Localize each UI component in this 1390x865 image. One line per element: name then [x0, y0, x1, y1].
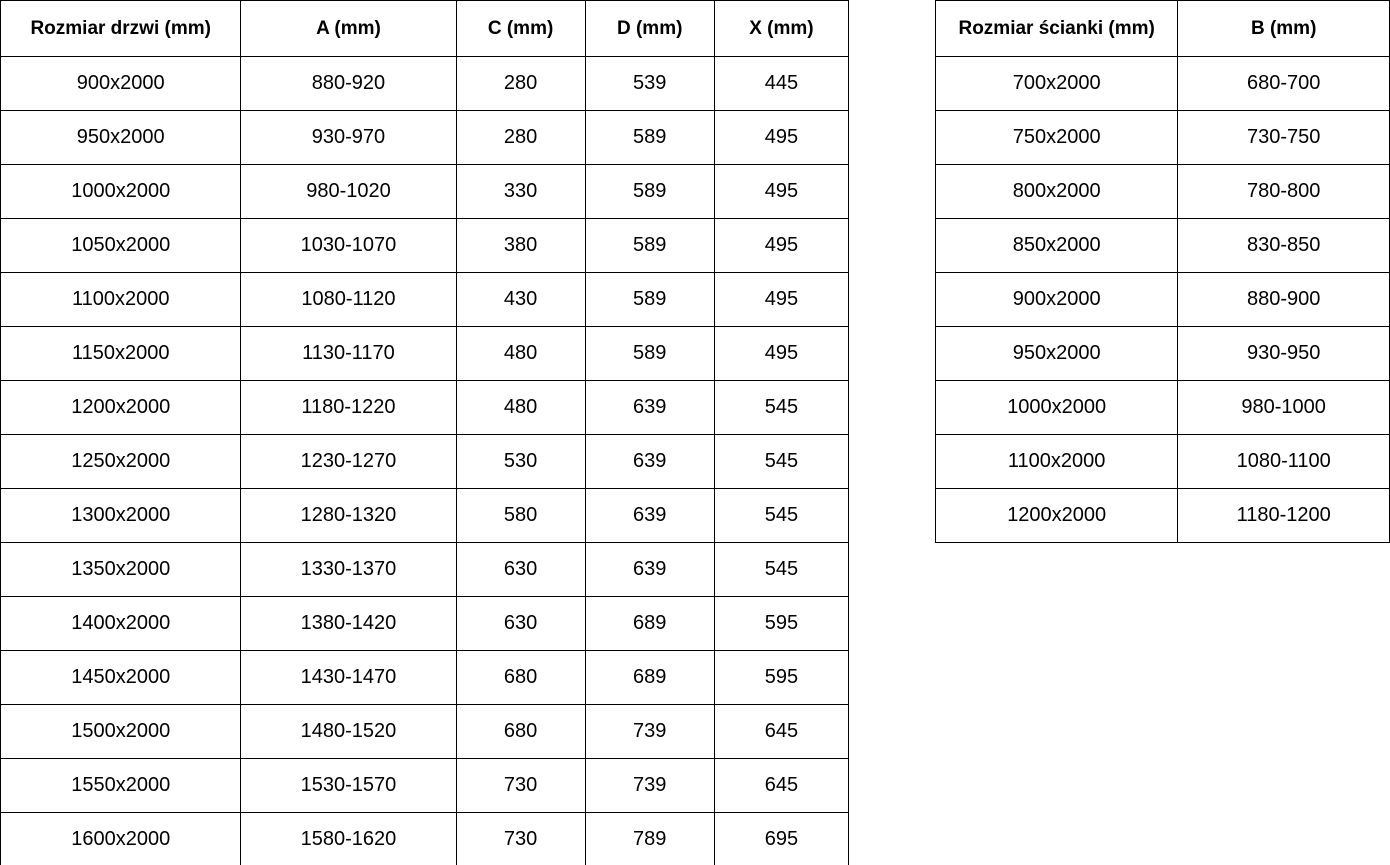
table-row: [936, 489, 1390, 543]
table-cell: 850x2000: [936, 219, 1178, 273]
table-row: [936, 57, 1390, 111]
table-cell: 639: [585, 435, 714, 489]
table-cell: 1180-1220: [241, 381, 456, 435]
table-cell: 1500x2000: [1, 705, 241, 759]
table-cell: 1050x2000: [1, 219, 241, 273]
table-cell: 1200x2000: [1, 381, 241, 435]
table-cell: 530: [456, 435, 585, 489]
table-cell: 589: [585, 165, 714, 219]
table-cell: 880-920: [241, 57, 456, 111]
table-cell: 580: [456, 489, 585, 543]
header-cell: Rozmiar ścianki (mm): [936, 1, 1178, 57]
table-cell: 1180-1200: [1178, 489, 1390, 543]
table-cell: 480: [456, 381, 585, 435]
table-cell: 495: [714, 273, 848, 327]
table-cell: 1200x2000: [936, 489, 1178, 543]
table-cell: 1080-1100: [1178, 435, 1390, 489]
table-cell: 545: [714, 489, 848, 543]
table-cell: 880-900: [1178, 273, 1390, 327]
table-cell: 730: [456, 813, 585, 865]
header-cell: D (mm): [585, 1, 714, 57]
table-cell: 589: [585, 219, 714, 273]
table-row: [1, 813, 849, 865]
wall-size-table: [935, 0, 1390, 543]
table-cell: 639: [585, 543, 714, 597]
table-cell: 1380-1420: [241, 597, 456, 651]
table-cell: 330: [456, 165, 585, 219]
table-row: [1, 651, 849, 705]
table-row: [1, 111, 849, 165]
table-cell: 280: [456, 57, 585, 111]
table-cell: 495: [714, 165, 848, 219]
table-cell: 589: [585, 273, 714, 327]
table-row: [936, 273, 1390, 327]
table-cell: 689: [585, 597, 714, 651]
wall-table-body: [936, 57, 1390, 543]
door-table-body: [1, 57, 849, 865]
table-cell: 689: [585, 651, 714, 705]
table-cell: 1080-1120: [241, 273, 456, 327]
table-row: [936, 165, 1390, 219]
table-row: [1, 327, 849, 381]
table-cell: 1130-1170: [241, 327, 456, 381]
header-cell: B (mm): [1178, 1, 1390, 57]
table-cell: 930-970: [241, 111, 456, 165]
table-row: [1, 489, 849, 543]
table-cell: 1100x2000: [936, 435, 1178, 489]
table-cell: 730: [456, 759, 585, 813]
header-row: [936, 1, 1390, 57]
table-row: [1, 597, 849, 651]
table-cell: 595: [714, 651, 848, 705]
table-row: [936, 111, 1390, 165]
table-row: [1, 435, 849, 489]
table-cell: 1600x2000: [1, 813, 241, 865]
table-cell: 1400x2000: [1, 597, 241, 651]
table-cell: 1330-1370: [241, 543, 456, 597]
table-cell: 1530-1570: [241, 759, 456, 813]
header-cell: C (mm): [456, 1, 585, 57]
table-cell: 950x2000: [1, 111, 241, 165]
table-cell: 1480-1520: [241, 705, 456, 759]
table-row: [1, 273, 849, 327]
table-cell: 789: [585, 813, 714, 865]
table-cell: 589: [585, 111, 714, 165]
table-cell: 630: [456, 543, 585, 597]
table-row: [1, 543, 849, 597]
header-cell: A (mm): [241, 1, 456, 57]
table-cell: 430: [456, 273, 585, 327]
table-cell: 900x2000: [936, 273, 1178, 327]
table-cell: 645: [714, 759, 848, 813]
table-row: [936, 327, 1390, 381]
table-cell: 1000x2000: [1, 165, 241, 219]
table-cell: 280: [456, 111, 585, 165]
table-cell: 930-950: [1178, 327, 1390, 381]
table-row: [936, 381, 1390, 435]
table-cell: 1550x2000: [1, 759, 241, 813]
header-cell: Rozmiar drzwi (mm): [1, 1, 241, 57]
table-cell: 980-1000: [1178, 381, 1390, 435]
table-cell: 595: [714, 597, 848, 651]
table-cell: 1580-1620: [241, 813, 456, 865]
table-cell: 695: [714, 813, 848, 865]
table-cell: 1030-1070: [241, 219, 456, 273]
table-cell: 1280-1320: [241, 489, 456, 543]
table-cell: 1250x2000: [1, 435, 241, 489]
table-cell: 900x2000: [1, 57, 241, 111]
table-cell: 495: [714, 111, 848, 165]
table-cell: 1350x2000: [1, 543, 241, 597]
table-row: [1, 57, 849, 111]
table-cell: 545: [714, 543, 848, 597]
table-row: [1, 705, 849, 759]
table-cell: 680-700: [1178, 57, 1390, 111]
table-row: [936, 219, 1390, 273]
header-row: [1, 1, 849, 57]
table-cell: 645: [714, 705, 848, 759]
table-cell: 730-750: [1178, 111, 1390, 165]
table-cell: 1230-1270: [241, 435, 456, 489]
table-cell: 750x2000: [936, 111, 1178, 165]
table-cell: 1150x2000: [1, 327, 241, 381]
table-cell: 680: [456, 705, 585, 759]
header-cell: X (mm): [714, 1, 848, 57]
table-cell: 639: [585, 489, 714, 543]
table-cell: 680: [456, 651, 585, 705]
table-cell: 700x2000: [936, 57, 1178, 111]
table-cell: 950x2000: [936, 327, 1178, 381]
table-cell: 545: [714, 381, 848, 435]
table-cell: 495: [714, 219, 848, 273]
table-cell: 630: [456, 597, 585, 651]
table-cell: 780-800: [1178, 165, 1390, 219]
table-cell: 545: [714, 435, 848, 489]
table-cell: 800x2000: [936, 165, 1178, 219]
table-row: [1, 759, 849, 813]
table-row: [1, 219, 849, 273]
table-cell: 830-850: [1178, 219, 1390, 273]
table-cell: 639: [585, 381, 714, 435]
table-cell: 1450x2000: [1, 651, 241, 705]
door-table-header: [1, 1, 849, 57]
table-cell: 1430-1470: [241, 651, 456, 705]
table-cell: 739: [585, 705, 714, 759]
table-cell: 1100x2000: [1, 273, 241, 327]
table-cell: 480: [456, 327, 585, 381]
table-row: [1, 165, 849, 219]
wall-table-header: [936, 1, 1390, 57]
table-cell: 495: [714, 327, 848, 381]
table-cell: 380: [456, 219, 585, 273]
table-row: [1, 381, 849, 435]
table-cell: 1300x2000: [1, 489, 241, 543]
table-cell: 739: [585, 759, 714, 813]
table-cell: 539: [585, 57, 714, 111]
table-cell: 1000x2000: [936, 381, 1178, 435]
table-cell: 445: [714, 57, 848, 111]
table-cell: 589: [585, 327, 714, 381]
table-cell: 980-1020: [241, 165, 456, 219]
table-row: [936, 435, 1390, 489]
